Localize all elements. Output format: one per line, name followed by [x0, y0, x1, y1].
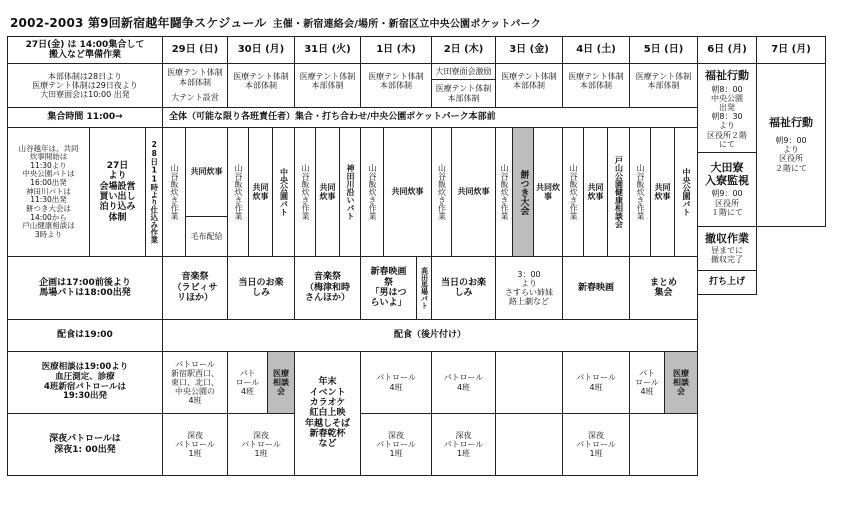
shinya-30: 深夜 パトロール 1班 — [227, 413, 295, 476]
cell-4-kyodo: 共同炊事 — [583, 127, 608, 257]
iryo-3-empty — [495, 351, 563, 414]
shinya-2: 深夜 パトロール 1班 — [431, 413, 496, 476]
shugo-time: 集合時間 11:00→ — [7, 107, 163, 128]
note-left-c — [145, 127, 163, 257]
header-29: 29日 (日) — [162, 36, 228, 64]
iryo-left: 医療相談は19:00より 血圧測定、診療 4班新宿パトロールは 19:30出発 — [7, 351, 163, 414]
header-6: 6日 (月) — [697, 36, 757, 64]
kikaku-2: 当日のお楽 しみ — [431, 256, 496, 320]
cell-3-r1: 医療テント体制 本部体制 — [495, 63, 563, 108]
text-5-sanya: 山谷飯炊き作業 — [636, 164, 645, 220]
shinya-1: 深夜 パトロール 1班 — [360, 413, 432, 476]
header-27: 27日(金) は 14:00集合して 搬入など準備作業 — [7, 36, 163, 64]
cell-3-kyodo: 共同炊事 — [533, 127, 563, 257]
text-30-chuo: 中央公園パト — [279, 168, 289, 216]
title-main: 2002-2003 第9回新宿越年闘争スケジュール — [10, 16, 267, 30]
cell-29-mofu: 毛布配給 — [185, 216, 228, 257]
shinya-4: 深夜 パトロール 1班 — [562, 413, 630, 476]
shinya-left: 深夜パトロールは 深夜1: 00出発 — [7, 413, 163, 476]
shinya-3-empty — [495, 413, 563, 476]
iryo-4: パトロール 4班 — [562, 351, 630, 414]
kikaku-4: 新春映画 — [562, 256, 630, 320]
kikaku-30: 当日のお楽 しみ — [227, 256, 295, 320]
iryo-5-pato: パト ロール 4班 — [629, 351, 665, 414]
kikaku-29: 音楽祭 （ラビィサ リほか） — [162, 256, 228, 320]
text-3-sanya: 山谷飯炊き作業 — [500, 164, 509, 220]
cell-29-r1 — [162, 63, 228, 108]
cell-5-sanya — [629, 127, 651, 257]
kikaku-3: 3：00 より さすらい姉妹 路上劇など — [495, 256, 563, 320]
cell-6-tesshu — [697, 226, 757, 271]
text-4-toyama: 戸山公園健康相談会 — [614, 156, 624, 228]
cell-30-kyodo: 共同炊事 — [248, 127, 273, 257]
kikaku-1-takada — [416, 256, 432, 320]
header-1: 1日 (木) — [360, 36, 432, 64]
text-31-sanya: 山谷飯炊き作業 — [301, 164, 310, 220]
cell-3-sanya — [495, 127, 513, 257]
cell-2-sanya — [431, 127, 452, 257]
cell-30-sanya — [227, 127, 249, 257]
cell-1-kyodo: 共同炊事 — [383, 127, 432, 257]
cell-5-chuo — [674, 127, 698, 257]
d6-title: 福祉行動 — [705, 69, 749, 82]
cell-5-r1: 医療テント体制 本部体制 — [629, 63, 698, 108]
cell-7-fukushi — [756, 63, 826, 227]
d6-ota-title: 大田寮 入寮監視 — [705, 161, 749, 187]
haishoku-text: 配食（後片付け） — [162, 319, 698, 352]
shinya-5-empty — [629, 413, 698, 476]
d6-ota-detail: 朝9：00 区役所 １階にて — [711, 189, 743, 217]
iryo-1: パトロール 4班 — [360, 351, 432, 414]
cell-2-r1a: 大田寮面会激励 — [431, 63, 496, 80]
d6-tesshu-title: 撤収作業 — [705, 231, 749, 245]
cell-6-ota — [697, 152, 757, 227]
note-left-a: 山谷越年は、共同 炊事開始は 11:30より 中央公園パトは 16:00出発 神田川パトは 11:30出発 餅つき大会は 14:00から 戸山健康相談は 3時より — [7, 127, 90, 257]
text-31-kanda: 神田川沿いパト — [346, 164, 355, 220]
kikaku-31: 音楽祭 （梅津和時 さんほか） — [294, 256, 361, 320]
cell-31-sanya — [294, 127, 316, 257]
text-3-mochi: 餅つき大会 — [518, 169, 529, 215]
iryo-5-soudan: 医療 相談 会 — [664, 351, 698, 414]
cell-30-r1: 医療テント体制 本部体制 — [227, 63, 295, 108]
cell-5-kyodo: 共同炊事 — [650, 127, 675, 257]
info-27: 本部体制は28日より 医療テント体制は29日夜より 大田寮面会は10:00 出発 — [7, 63, 163, 108]
note-left-c-text: 28日11時より仕込み作業 — [149, 140, 159, 244]
shugo-text: 全体（可能な限り各班責任者）集合・打ち合わせ/中央公園ポケットパーク本部前 — [162, 107, 698, 128]
text-29-r1b: 大テント設営 — [171, 93, 219, 103]
header-2: 2日 (木) — [431, 36, 496, 64]
header-3: 3日 (金) — [495, 36, 563, 64]
text-1-takada: 高田馬場パト — [420, 267, 429, 309]
header-7: 7日 (月) — [756, 36, 826, 64]
d6-tesshu-detail: 昼までに 撤収完了 — [711, 245, 743, 264]
cell-4-sanya — [562, 127, 584, 257]
text-29-sanya: 山谷飯炊き作業 — [170, 164, 179, 220]
text-1-sanya: 山谷飯炊き作業 — [368, 164, 377, 220]
header-5: 5日 (日) — [629, 36, 698, 64]
cell-6-fukushi — [697, 63, 757, 153]
cell-31-kyodo: 共同炊事 — [315, 127, 340, 257]
d7-title: 福祉行動 — [769, 116, 813, 130]
iryo-30-pato: パト ロール 4班 — [227, 351, 268, 414]
cell-4-r1: 医療テント体制 本部体制 — [562, 63, 630, 108]
text-30-sanya: 山谷飯炊き作業 — [234, 164, 243, 220]
cell-31-kanda — [339, 127, 361, 257]
cell-3-mochi — [512, 127, 534, 257]
d6-detail: 朝8：00 中央公園 出発 朝8：30 より 区役所２階 にて — [707, 84, 747, 149]
cell-29-sanya — [162, 127, 186, 257]
iryo-2: パトロール 4班 — [431, 351, 496, 414]
kikaku-5: まとめ 集会 — [629, 256, 698, 320]
d7-detail: 朝9：00 より 区役所 ２階にて — [775, 135, 807, 173]
header-31: 31日 (火) — [294, 36, 361, 64]
iryo-30-soudan: 医療 相談 会 — [267, 351, 295, 414]
text-2-sanya: 山谷飯炊き作業 — [437, 164, 447, 220]
header-4: 4日 (土) — [562, 36, 630, 64]
cell-29-kyodo: 共同炊事 — [185, 127, 228, 217]
text-4-sanya: 山谷飯炊き作業 — [569, 164, 578, 220]
shinya-29: 深夜 パトロール 1班 — [162, 413, 228, 476]
cell-1-sanya — [360, 127, 384, 257]
text-5-chuo: 中央公園パト — [682, 168, 691, 216]
cell-1-r1: 医療テント体制 本部体制 — [360, 63, 432, 108]
iryo-29: パトロール 新宿駅西口、 東口、北口、 中央公園の 4班 — [162, 351, 228, 414]
haishoku-left: 配食は19:00 — [7, 319, 163, 352]
cell-4-toyama — [607, 127, 630, 257]
kikaku-left: 企画は17:00前後より 馬場パトは18:00出発 — [7, 256, 163, 320]
kikaku-1: 新春映画 祭 「男はつ らいよ」 — [360, 256, 417, 320]
header-30: 30日 (月) — [227, 36, 295, 64]
note-left-b: 27日 より 会場設営 買い出し 泊り込み 体制 — [89, 127, 146, 257]
cell-2-kyodo: 共同炊事 — [451, 127, 496, 257]
cell-30-chuo — [272, 127, 295, 257]
cell-31-r1: 医療テント体制 本部体制 — [294, 63, 361, 108]
cell-6-uchiage: 打ち上げ — [697, 270, 757, 295]
cell-2-r1b: 医療テント体制 本部体制 — [431, 79, 496, 108]
text-29-r1: 医療テント体制 本部体制 — [167, 68, 223, 87]
iryo-31: 年末 イベント カラオケ 紅白上映 年越しそば 新春乾杯 など — [294, 351, 361, 476]
title-sub: 主催・新宿連絡会/場所・新宿区立中央公園ポケットパーク — [272, 19, 541, 30]
